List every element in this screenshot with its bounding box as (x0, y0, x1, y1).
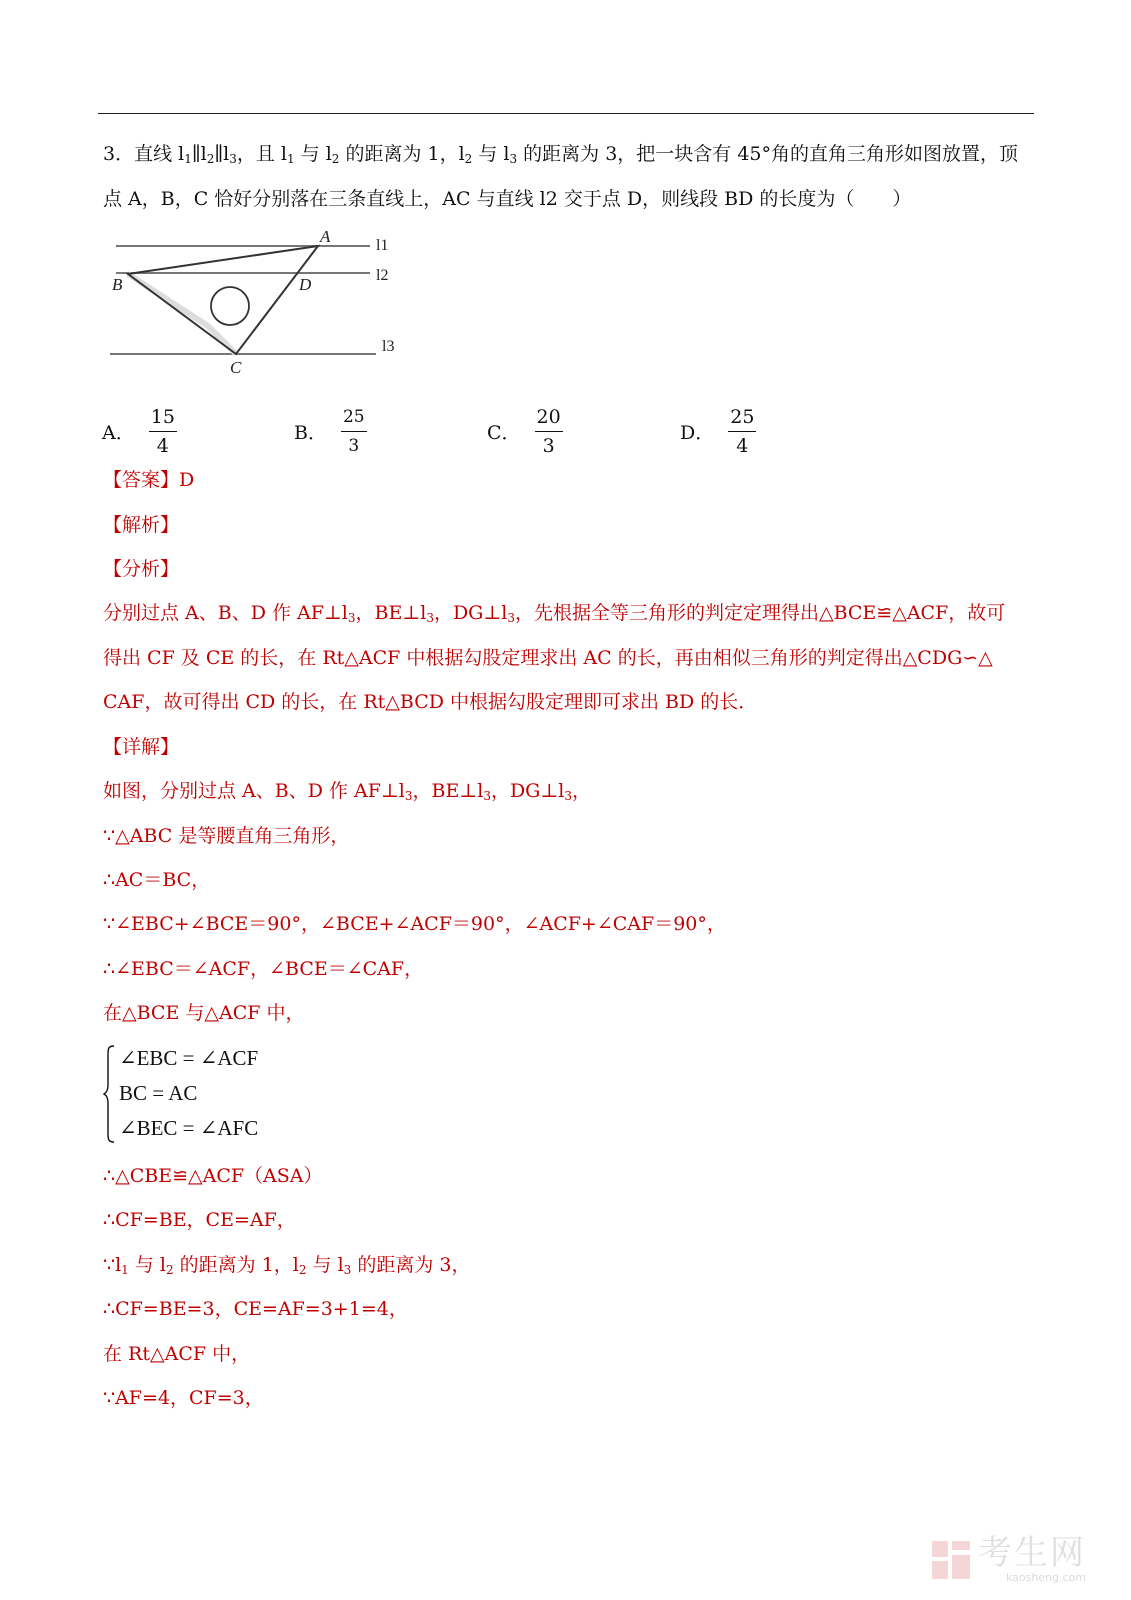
brace-icon (103, 1045, 115, 1143)
detail-line-6: 在△BCE 与△ACF 中， (103, 1002, 305, 1024)
heading-detail: 【详解】 (103, 736, 180, 758)
option-c: C． $\frac{20}{3}$ (487, 406, 561, 457)
header-rule (98, 113, 1034, 114)
detail-line-12: ∵AF=4，CF=3， (103, 1387, 264, 1409)
fenxi-line-2: 得出 CF 及 CE 的长，在 Rt△ACF 中根据勾股定理求出 AC 的长，再由相似三角形的判定得出△CDG∽△ (103, 647, 993, 669)
equation-system (103, 1041, 258, 1146)
label-l2: l2 (376, 267, 389, 284)
label-a: A (320, 230, 331, 246)
option-d: D． $\frac{25}{4}$ (680, 406, 755, 457)
fenxi-line-3: CAF，故可得出 CD 的长，在 Rt△BCD 中根据勾股定理即可求出 BD 的长． (103, 691, 758, 713)
detail-line-7: ∴△CBE≌△ACF（ASA） (103, 1165, 323, 1187)
answer: 【答案】D (103, 469, 195, 491)
heading-analysis: 【解析】 (103, 514, 180, 536)
detail-line-4: ∵∠EBC+∠BCE＝90°，∠BCE+∠ACF＝90°，∠ACF+∠CAF＝90°， (103, 913, 726, 935)
label-d: D (299, 275, 312, 294)
detail-line-5: ∴∠EBC＝∠ACF，∠BCE＝∠CAF， (103, 958, 424, 980)
option-a: A． $\frac{15}{4}$ (102, 406, 175, 457)
detail-line-11: 在 Rt△ACF 中， (103, 1343, 251, 1365)
heading-fenxi: 【分析】 (103, 558, 180, 580)
fenxi-line-1: 分别过点 A、B、D 作 $AF\perp l_3$，$BE\perp l_3$，$DG\perp l_3$，先根据全等三角形的判定定理得出△BCE≌△ACF，故可 (103, 602, 1006, 625)
watermark (930, 1533, 1086, 1584)
question-line-1: 3．直线 $l_1\parallel l_2\parallel l_3$，且 $l_1$ 与 $l_2$ 的距离为 1，$l_2$ 与 $l_3$ 的距离为 3，把一块含有 45°角的直角三角形如图放置，顶 (103, 143, 1018, 166)
label-l1: l1 (376, 237, 389, 254)
system-row-3: ∠BEC = ∠AFC (119, 1116, 259, 1140)
label-l3: l3 (382, 338, 395, 355)
detail-line-1: 如图，分别过点 A、B、D 作 $AF\perp l_3$，$BE\perp l_3$，$DG\perp l_3$， (103, 780, 591, 803)
detail-line-10: ∴CF=BE=3，CE=AF=3+1=4， (103, 1298, 408, 1320)
detail-line-8: ∴CF=BE，CE=AF， (103, 1209, 296, 1231)
system-row-1: ∠EBC = ∠ACF (119, 1046, 259, 1070)
watermark-cn: 考生网 (978, 1533, 1086, 1573)
watermark-en: kaosheng.com (1005, 1571, 1086, 1584)
label-c: C (230, 358, 242, 377)
detail-line-9: $\because l_1$ 与 $l_2$ 的距离为 1，$l_2$ 与 $l_3$ 的距离为 3， (103, 1254, 471, 1277)
triangle-hole (211, 287, 249, 325)
option-b: B． $\frac{25}{3}$ (294, 407, 365, 456)
detail-line-2: ∵△ABC 是等腰直角三角形， (103, 825, 350, 847)
watermark-logo-icon (930, 1539, 972, 1581)
question-line-2: 点 A，B，C 恰好分别落在三条直线上，AC 与直线 l2 交于点 D，则线段 BD 的长度为（ ） (103, 188, 912, 210)
detail-line-3: ∴AC＝BC， (103, 869, 211, 891)
label-b: B (112, 275, 123, 294)
system-row-2: BC = AC (119, 1081, 198, 1105)
geometry-figure (108, 230, 408, 384)
